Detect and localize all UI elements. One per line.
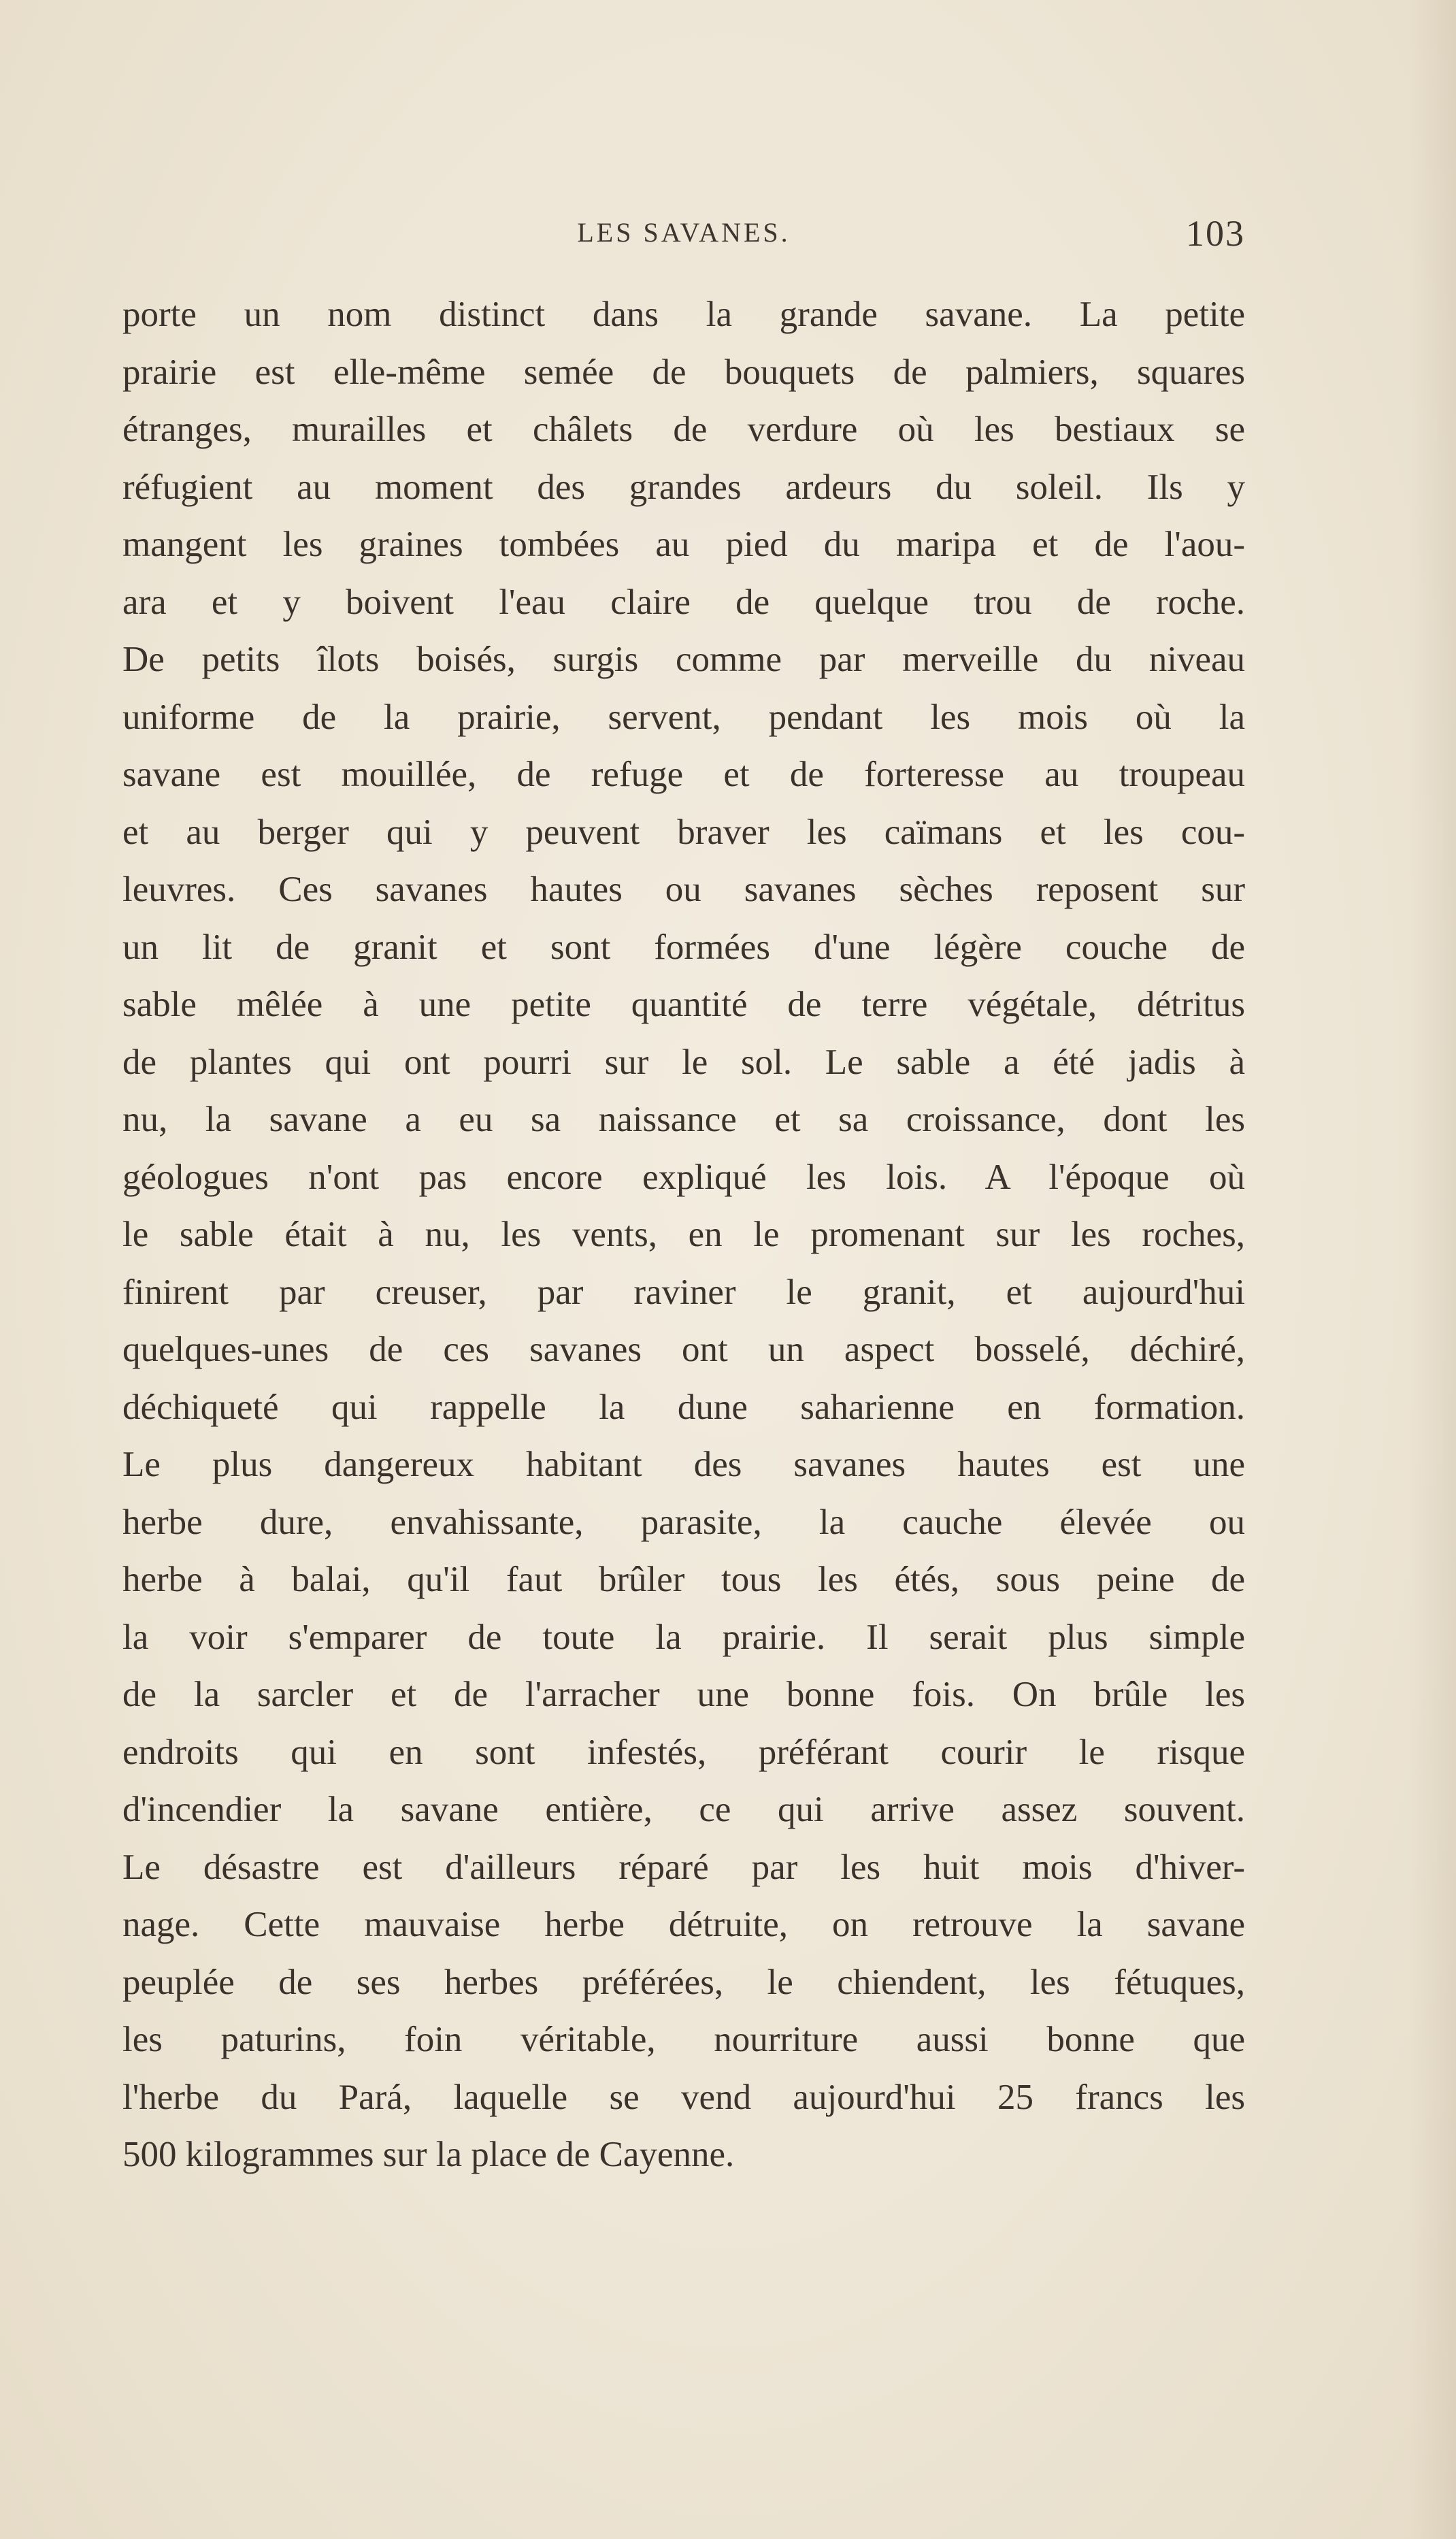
text-line: les paturins, foin véritable, nourriture aussi bonne que bbox=[122, 2020, 1245, 2059]
text-line: de la sarcler et de l'arracher une bonne fois. On brûle les bbox=[122, 1675, 1245, 1714]
text-line: peuplée de ses herbes préférées, le chiendent, les fétuques, bbox=[122, 1962, 1245, 2002]
text-line: réfugient au moment des grandes ardeurs du soleil. Ils y bbox=[122, 467, 1245, 507]
text-line: Le désastre est d'ailleurs réparé par les huit mois d'hiver- bbox=[122, 1847, 1245, 1887]
text-line: prairie est elle-même semée de bouquets de palmiers, squares bbox=[122, 352, 1245, 392]
text-line: mangent les graines tombées au pied du maripa et de l'aou- bbox=[122, 525, 1245, 564]
running-title: LES SAVANES. bbox=[577, 217, 791, 248]
text-line: et au berger qui y peuvent braver les caïmans et les cou- bbox=[122, 812, 1245, 852]
text-line: géologues n'ont pas encore expliqué les lois. A l'époque où bbox=[122, 1157, 1245, 1197]
text-line: nage. Cette mauvaise herbe détruite, on retrouve la savane bbox=[122, 1905, 1245, 1944]
text-line: d'incendier la savane entière, ce qui arrive assez souvent. bbox=[122, 1790, 1245, 1829]
text-line-last: 500 kilogrammes sur la place de Cayenne. bbox=[122, 2135, 735, 2174]
running-head bbox=[122, 213, 1245, 264]
text-line: leuvres. Ces savanes hautes ou savanes sèches reposent sur bbox=[122, 870, 1245, 909]
page-number: 103 bbox=[1186, 213, 1245, 254]
text-line: savane est mouillée, de refuge et de forteresse au troupeau bbox=[122, 755, 1245, 794]
text-line: l'herbe du Pará, laquelle se vend aujourd'hui 25 francs les bbox=[122, 2077, 1245, 2117]
body-text bbox=[122, 286, 1245, 2184]
text-line: Le plus dangereux habitant des savanes hautes est une bbox=[122, 1445, 1245, 1484]
text-line: déchiqueté qui rappelle la dune saharienne en formation. bbox=[122, 1387, 1245, 1427]
text-line: uniforme de la prairie, servent, pendant les mois où la bbox=[122, 697, 1245, 737]
page-edge-shadow bbox=[1408, 0, 1456, 2539]
text-line: finirent par creuser, par raviner le granit, et aujourd'hui bbox=[122, 1272, 1245, 1312]
text-line: endroits qui en sont infestés, préférant courir le risque bbox=[122, 1732, 1245, 1772]
text-line: le sable était à nu, les vents, en le promenant sur les roches, bbox=[122, 1215, 1245, 1254]
text-line: herbe dure, envahissante, parasite, la cauche élevée ou bbox=[122, 1502, 1245, 1542]
text-line: nu, la savane a eu sa naissance et sa croissance, dont les bbox=[122, 1100, 1245, 1139]
text-line: porte un nom distinct dans la grande savane. La petite bbox=[122, 295, 1245, 334]
text-line: sable mêlée à une petite quantité de terre végétale, détritus bbox=[122, 985, 1245, 1024]
text-line: quelques-unes de ces savanes ont un aspect bosselé, déchiré, bbox=[122, 1330, 1245, 1369]
text-line: de plantes qui ont pourri sur le sol. Le sable a été jadis à bbox=[122, 1042, 1245, 1082]
text-line: la voir s'emparer de toute la prairie. Il serait plus simple bbox=[122, 1617, 1245, 1657]
text-line: un lit de granit et sont formées d'une légère couche de bbox=[122, 927, 1245, 967]
text-line: étranges, murailles et châlets de verdure où les bestiaux se bbox=[122, 410, 1245, 449]
text-line: De petits îlots boisés, surgis comme par merveille du niveau bbox=[122, 640, 1245, 679]
text-line: ara et y boivent l'eau claire de quelque trou de roche. bbox=[122, 582, 1245, 622]
text-line: herbe à balai, qu'il faut brûler tous les étés, sous peine de bbox=[122, 1560, 1245, 1599]
